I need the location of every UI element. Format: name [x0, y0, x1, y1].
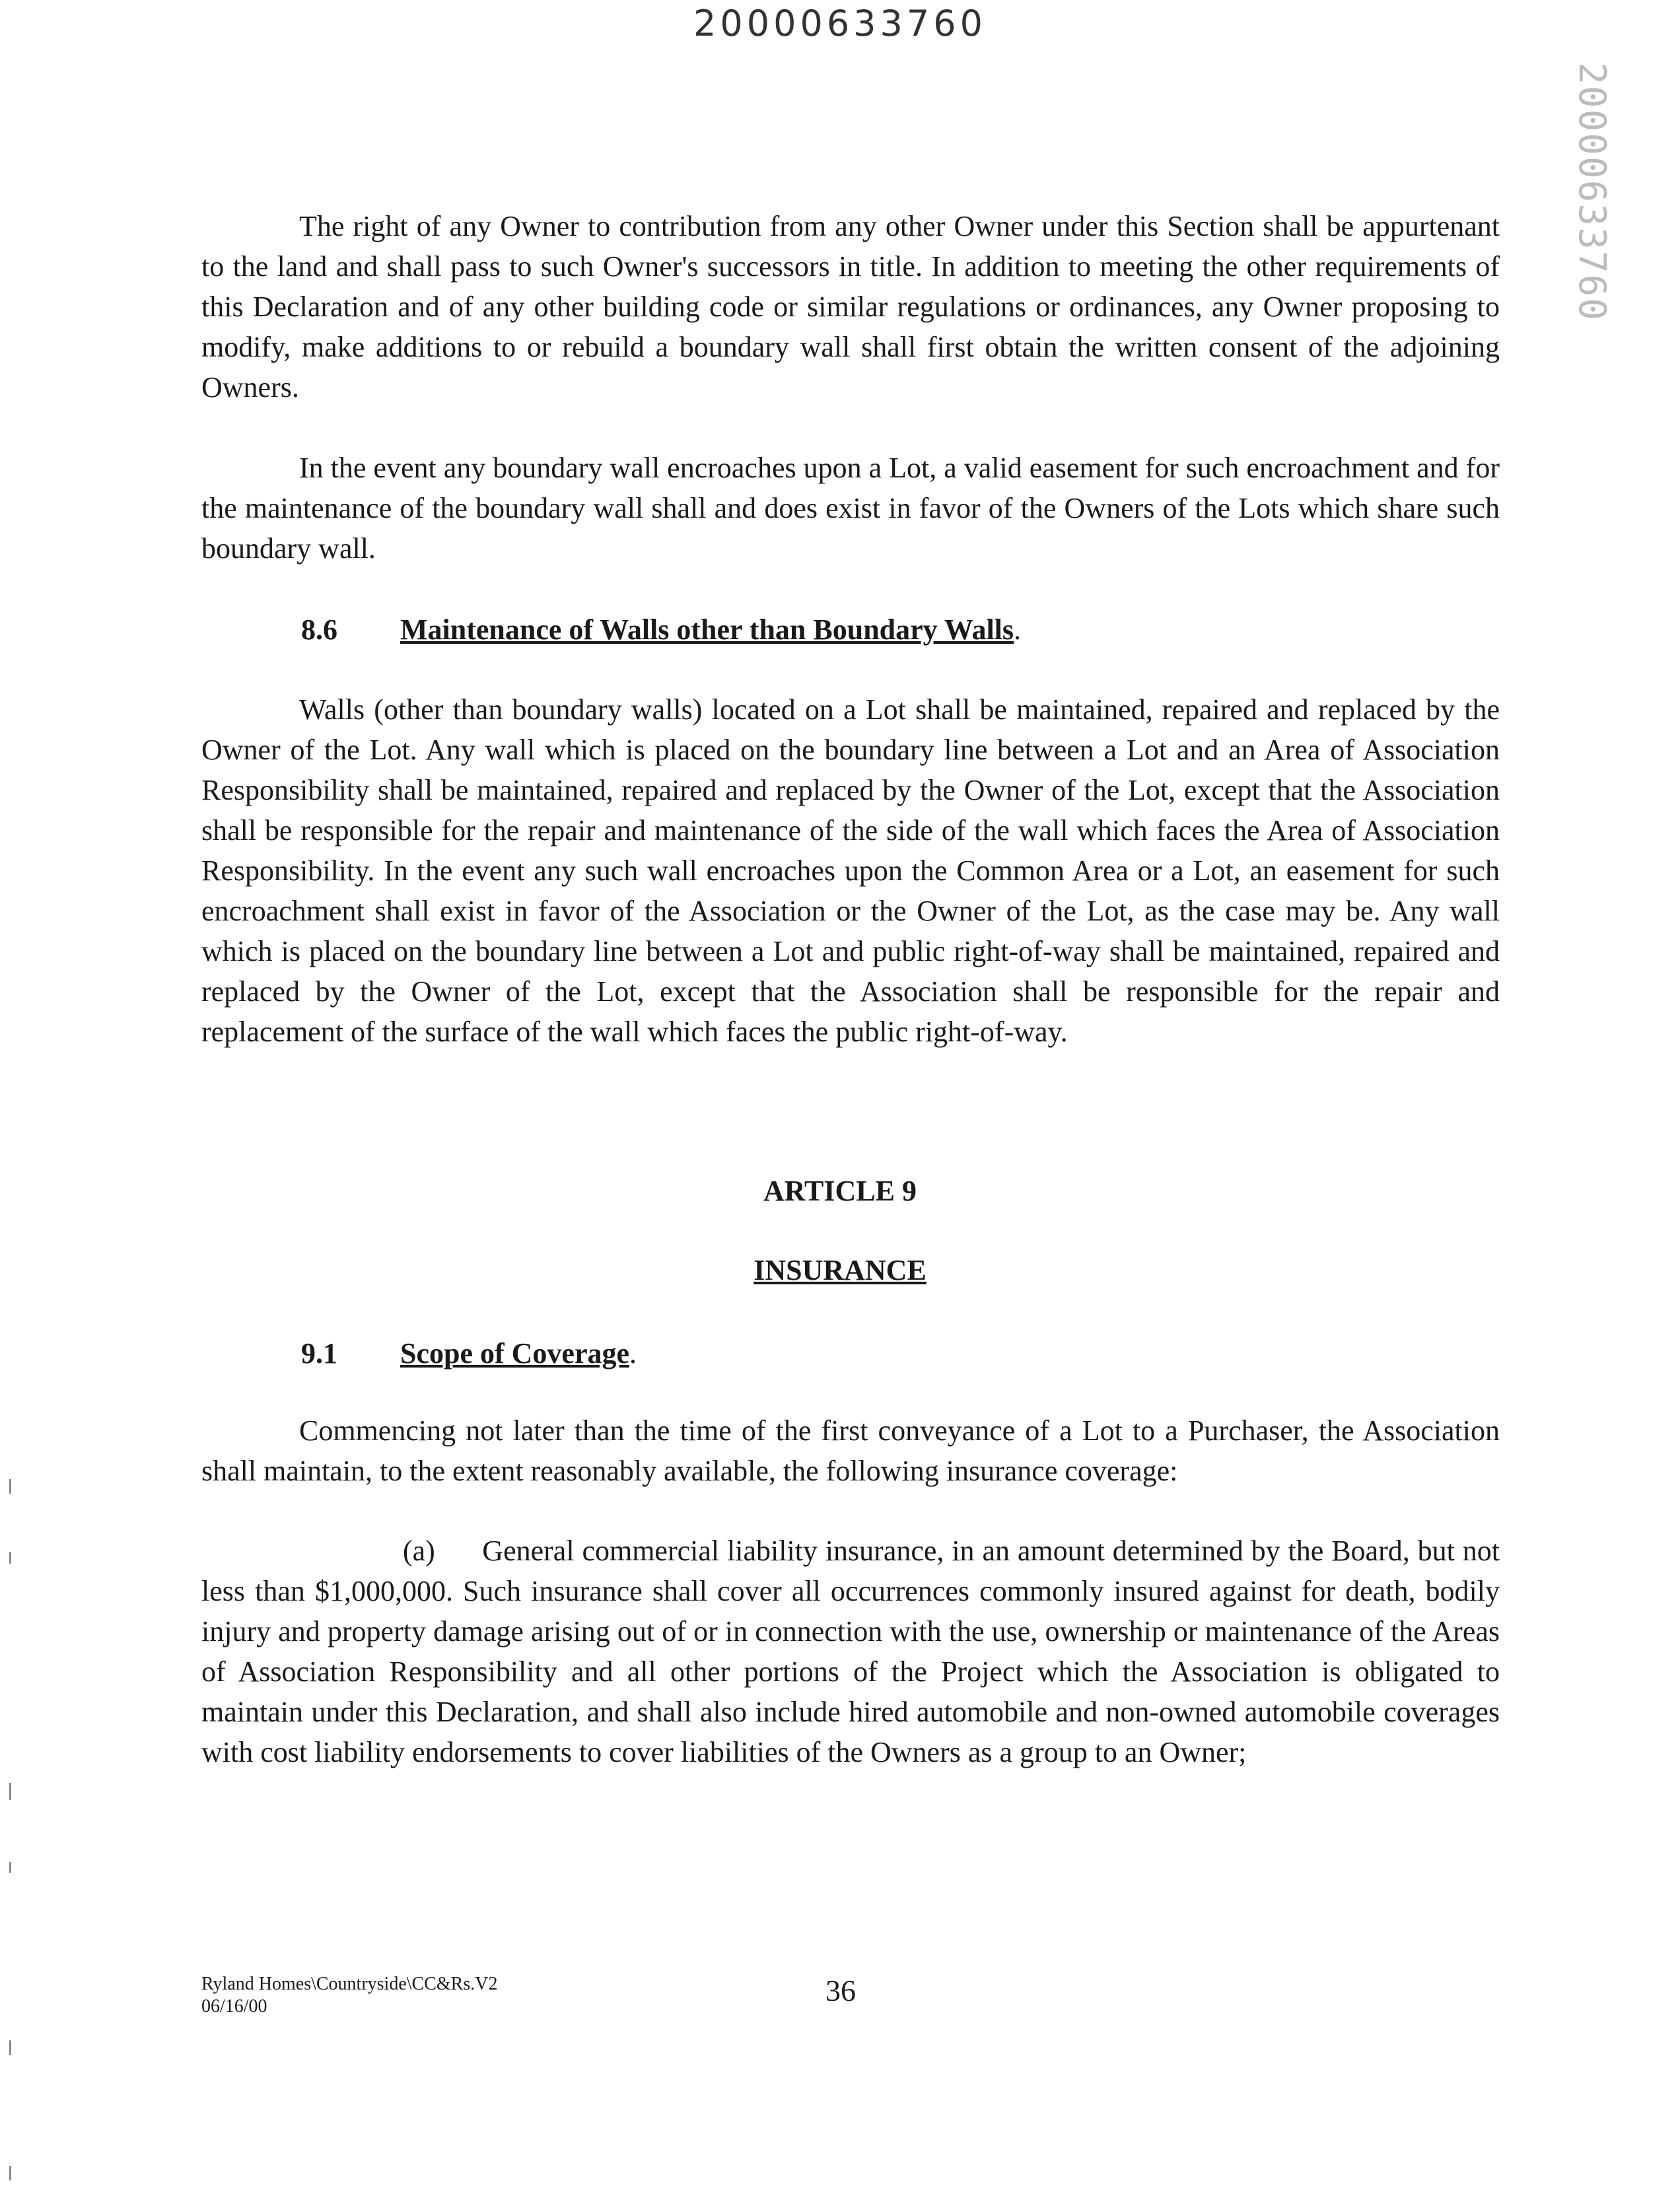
- article-title: [0, 1253, 1680, 1287]
- paragraph-commencing: Commencing not later than the time of the first conveyance of a Lot to a Purchaser, the Association shall maintain, to the extent reasonably available, the following insurance coverage:: [201, 1414, 1500, 1487]
- page-number: 36: [825, 1974, 856, 2007]
- paragraph-encroachment: In the event any boundary wall encroaches upon a Lot, a valid easement for such encroachment and for the maintenance of the boundary wall shall and does exist in favor of the Owners of the Lots which share such boundary wall.: [201, 452, 1500, 565]
- section-period: .: [629, 1337, 637, 1370]
- footer-file-reference: [201, 1973, 497, 2018]
- scan-speck: [9, 1862, 11, 1873]
- footer-date: 06/16/00: [201, 1996, 267, 2017]
- article-heading: ARTICLE 9: [763, 1175, 917, 1207]
- section-title: Scope of Coverage: [400, 1337, 630, 1370]
- margin-stamp: [1532, 61, 1651, 322]
- article-title-text: INSURANCE: [753, 1254, 927, 1286]
- section-period: .: [1014, 613, 1022, 646]
- paragraph-liability-insurance: (a) General commercial liability insurance, in an amount determined by the Board, but not less than $1,000,000. Such insurance shall cover all occurrences commonly insured against for death, bodily injury and property damage arising out of or in connection with the use, ownership or maintenance of the Areas of Association Responsibility and all other portions of the Project which the Association is obligated to maintain under this Declaration, and shall also include hired automobile and non-owned automobile coverages with cost liability endorsements to cover liabilities of the Owners as a group to an Owner;: [201, 1535, 1507, 1768]
- scan-speck: [9, 1552, 11, 1564]
- scan-speck: [9, 2166, 11, 2180]
- section-title: Maintenance of Walls other than Boundary Walls: [400, 613, 1014, 646]
- document-number: 20000633760: [693, 3, 987, 44]
- section-8-6-heading: [301, 613, 1021, 646]
- section-number: 9.1: [301, 1337, 337, 1370]
- margin-stamp-text: 20000633760: [1570, 61, 1613, 322]
- section-number: 8.6: [301, 613, 337, 646]
- paragraph-walls-maintenance: Walls (other than boundary walls) located on a Lot shall be maintained, repaired and replaced by the Owner of the Lot. Any wall which is placed on the boundary line between a Lot and an Area of Association Responsibility shall be maintained, repaired and replaced by the Owner of the Lot, except that the Association shall be responsible for the repair and maintenance of the side of the wall which faces the Area of Association Responsibility. In the event any such wall encroaches upon the Common Area or a Lot, an easement for such encroachment shall exist in favor of the Association or the Owner of the Lot, as the case may be. Any wall which is placed on the boundary line between a Lot and public right-of-way shall be maintained, repaired and replaced by the Owner of the Lot, except that the Association shall be responsible for the repair and replacement of the surface of the wall which faces the public right-of-way.: [201, 693, 1500, 1048]
- scan-speck: [9, 1479, 11, 1494]
- paragraph-contribution: The right of any Owner to contribution from any other Owner under this Section shall be appurtenant to the land and shall pass to such Owner's successors in title. In addition to meeting the other requirements of this Declaration and of any other building code or similar regulations or ordinances, any Owner proposing to modify, make additions to or rebuild a boundary wall shall first obtain the written consent of the adjoining Owners.: [201, 210, 1500, 403]
- scan-speck: [9, 2040, 11, 2055]
- scan-speck: [9, 1783, 11, 1800]
- footer-file-path: Ryland Homes\Countryside\CC&Rs.V2: [201, 1974, 498, 1994]
- section-9-1-heading: [301, 1336, 637, 1370]
